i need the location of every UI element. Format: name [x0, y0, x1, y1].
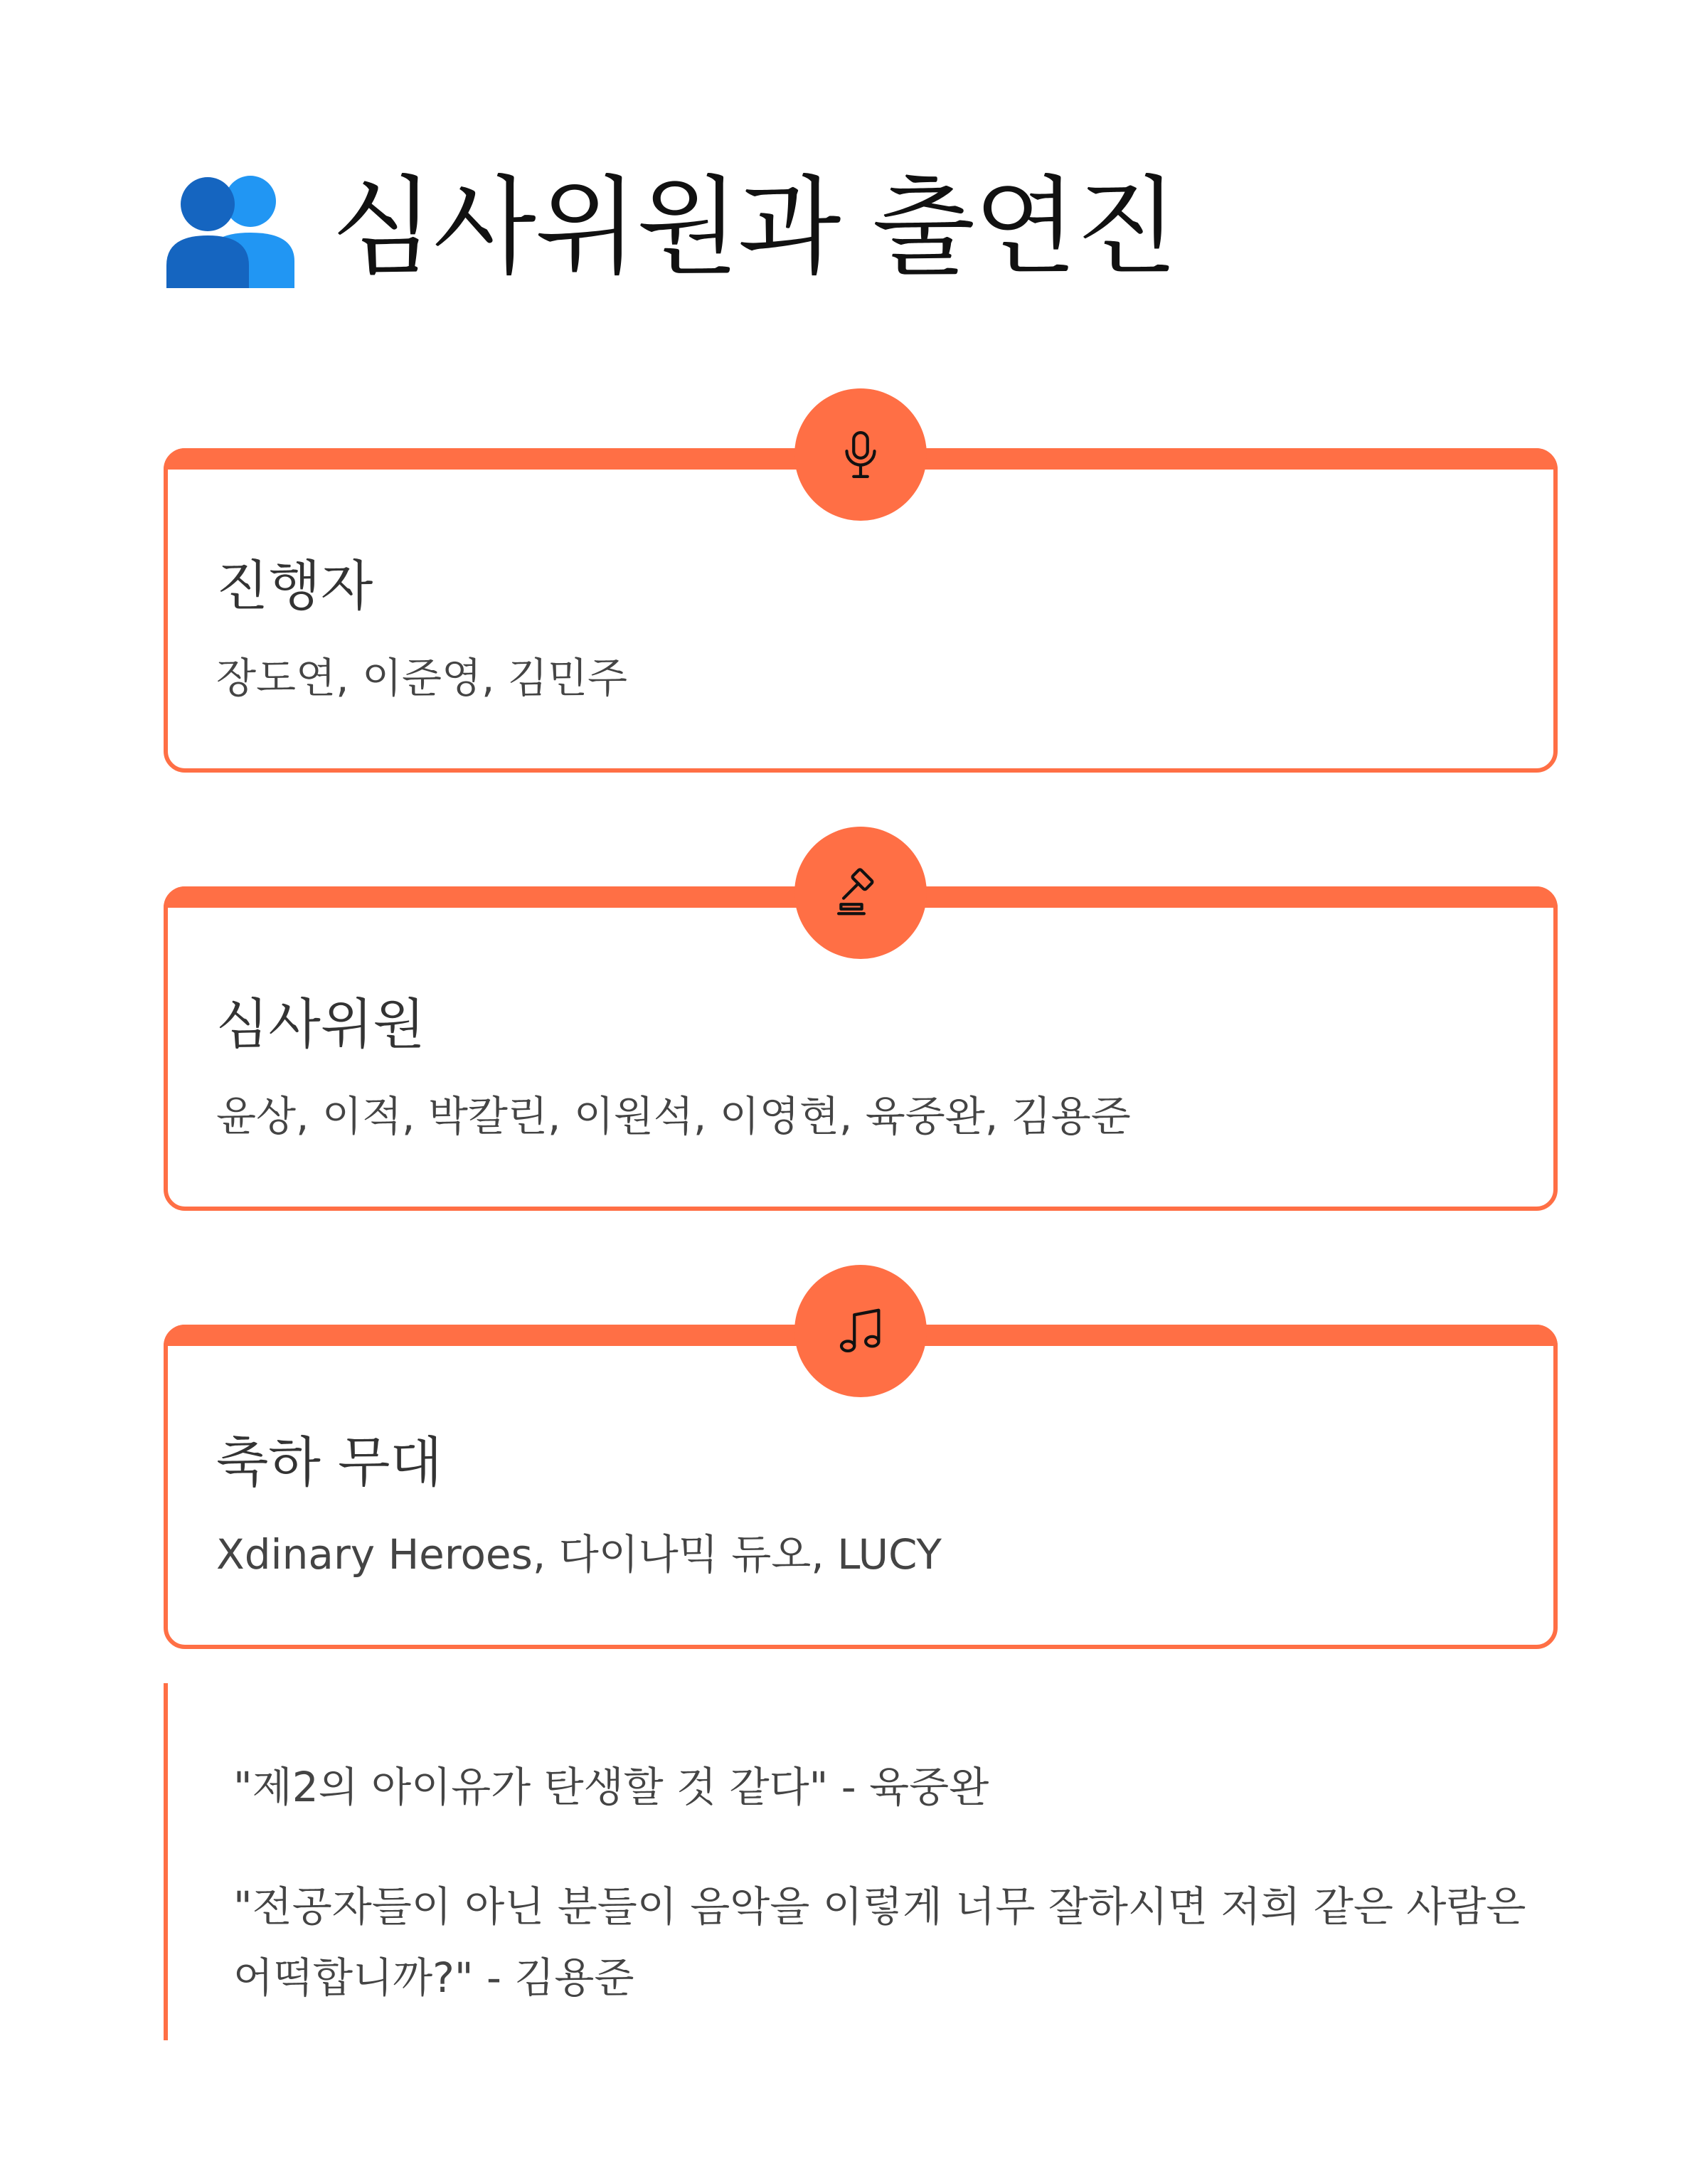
card-performances: [164, 1325, 1558, 1649]
page-title: 심사위원과 출연진: [331, 166, 1177, 290]
card-body: 장도연, 이준영, 김민주: [216, 654, 627, 702]
card-body: Xdinary Heroes, 다이나믹 듀오, LUCY: [216, 1530, 942, 1579]
card-badge: [794, 1265, 927, 1397]
card-judges: [164, 886, 1558, 1211]
music-note-icon: [833, 1303, 888, 1359]
card-title: 심사위원: [216, 992, 425, 1056]
card-badge: [794, 827, 927, 959]
card-title: 진행자: [216, 554, 373, 617]
microphone-icon: [833, 427, 888, 482]
card-host: [164, 448, 1558, 773]
card-body: 윤상, 이적, 박칼린, 이원석, 이영현, 육중완, 김용준: [216, 1092, 1131, 1140]
card-badge: [794, 388, 927, 521]
card-title: 축하 무대: [216, 1431, 442, 1494]
page-header: [164, 157, 1177, 299]
quote: "제2의 아이유가 탄생할 것 같다" - 육중완: [233, 1763, 989, 1811]
quote: "전공자들이 아닌 분들이 음악을 이렇게 너무 잘하시면 저희 같은 사람은 어떡합니까?" - 김용준: [233, 1882, 1526, 2002]
quote-block: [164, 1683, 1558, 2040]
gavel-icon: [833, 865, 888, 921]
two-people-icon: [164, 167, 299, 288]
